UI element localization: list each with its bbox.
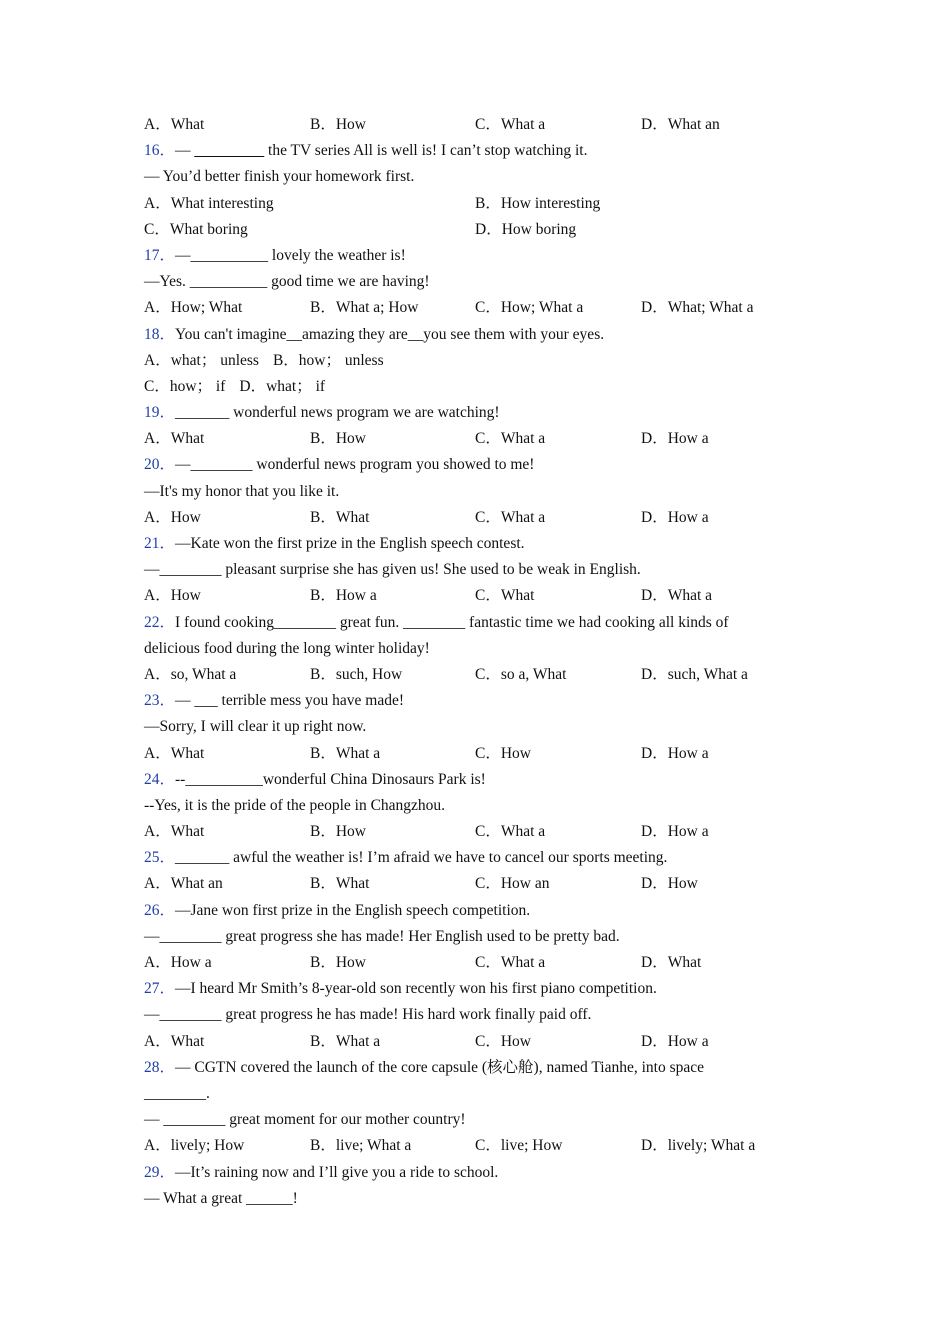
option-c: C．live; How — [475, 1137, 563, 1155]
question-line: —________ pleasant surprise she has given us! She used to be weak in English. — [144, 561, 641, 579]
option-a: A．What — [144, 1032, 205, 1050]
question-stem — [144, 322, 794, 348]
question-stem — [144, 400, 794, 426]
question-number: 25． — [144, 849, 176, 867]
option-b: B．How — [310, 954, 366, 971]
option-b: B．such, How — [310, 665, 403, 683]
options-row — [144, 950, 794, 976]
question-line: --Yes, it is the pride of the people in Changzhou. — [144, 796, 446, 814]
option-d: D．How a — [641, 430, 709, 448]
question-stem — [144, 452, 794, 478]
option-a: A．What — [144, 116, 205, 133]
question-number: 16． — [144, 142, 176, 160]
question-stem — [144, 845, 794, 871]
option-a: A．What — [144, 430, 205, 448]
question-number: 19． — [144, 404, 176, 422]
question-block — [144, 531, 794, 610]
question-stem — [144, 767, 794, 793]
options-row — [144, 662, 794, 688]
question-line: —It's my honor that you like it. — [144, 482, 340, 500]
question-text: _______ awful the weather is! I’m afraid we have to cancel our sports meeting. — [175, 849, 668, 867]
option-c: C．What — [475, 587, 535, 605]
question-stem — [144, 1160, 794, 1186]
question-block — [144, 688, 794, 767]
option-a: A．How; What — [144, 299, 243, 317]
option-a: A．What an — [144, 875, 223, 893]
question-text: —It’s raining now and I’ll give you a ride to school. — [175, 1163, 499, 1181]
option-b: B．live; What a — [310, 1137, 412, 1155]
options-row — [144, 191, 794, 217]
option-a: A．How — [144, 508, 201, 526]
option-c: C．How — [475, 1032, 531, 1050]
question-stem — [144, 610, 794, 636]
option-b: B．What a; How — [310, 299, 419, 317]
option-c: C．What a — [475, 508, 546, 526]
option-c: C．how； if — [144, 377, 226, 395]
option-d: D．What — [641, 954, 702, 971]
question-text: — _________ the TV series All is well is! I can’t stop watching it. — [175, 142, 588, 160]
option-d: D．lively; What a — [641, 1137, 756, 1155]
question-number: 22． — [144, 613, 176, 631]
option-d: D．such, What a — [641, 665, 748, 683]
question-stem — [144, 688, 794, 714]
question-number: 23． — [144, 692, 176, 710]
question-list — [144, 138, 794, 1212]
question-stem — [144, 1055, 794, 1081]
question-line: —Yes. __________ good time we are having! — [144, 273, 430, 291]
question-line: —________ great progress he has made! His hard work finally paid off. — [144, 1006, 592, 1024]
option-b: B．What a — [310, 744, 381, 762]
option-c: C．What a — [475, 823, 546, 841]
options-row — [144, 374, 794, 400]
question-stem — [144, 531, 794, 557]
option-a: A．what； unless — [144, 351, 259, 369]
question-stem — [144, 976, 794, 1002]
option-a: A．How a — [144, 954, 212, 971]
option-a: A．What — [144, 823, 205, 841]
option-d: D．How a — [641, 744, 709, 762]
question-text: --__________wonderful China Dinosaurs Park is! — [175, 770, 486, 788]
option-c: C．What boring — [144, 220, 248, 238]
question-text: —Jane won first prize in the English speech competition. — [175, 901, 531, 919]
question-number: 18． — [144, 325, 176, 343]
option-d: D．How — [641, 875, 698, 893]
option-c: C．so a, What — [475, 665, 567, 683]
question-stem — [144, 138, 794, 164]
option-d: D．How a — [641, 1032, 709, 1050]
document-page — [144, 112, 794, 1212]
question-stem — [144, 243, 794, 269]
question-block — [144, 322, 794, 401]
question-text: — ___ terrible mess you have made! — [175, 692, 405, 710]
option-c: C．How; What a — [475, 299, 584, 317]
question-line: ________. — [144, 1084, 210, 1102]
option-d: D．What; What a — [641, 299, 754, 317]
option-b: B．How — [310, 116, 366, 133]
question-block — [144, 610, 794, 689]
option-a: A．so, What a — [144, 665, 237, 683]
question-text: —Kate won the first prize in the English speech contest. — [175, 535, 525, 552]
question-line: — You’d better finish your homework first. — [144, 168, 415, 186]
question-text: _______ wonderful news program we are watching! — [175, 404, 500, 422]
options-row — [144, 426, 794, 452]
question-number: 27． — [144, 980, 176, 998]
question-block — [144, 243, 794, 322]
option-b: B．What a — [310, 1032, 381, 1050]
question-number: 17． — [144, 246, 176, 264]
options-row — [144, 1133, 794, 1159]
question-line: — ________ great moment for our mother country! — [144, 1111, 466, 1129]
question-text: —I heard Mr Smith’s 8-year-old son recently won his first piano competition. — [175, 980, 657, 998]
options-row — [144, 295, 794, 321]
option-a: A．What interesting — [144, 194, 274, 212]
question-number: 20． — [144, 456, 176, 474]
options-row — [144, 1029, 794, 1055]
question-number: 29． — [144, 1163, 176, 1181]
options-row — [144, 217, 794, 243]
question-block — [144, 1160, 794, 1212]
options-row — [144, 819, 794, 845]
option-a: A．lively; How — [144, 1137, 245, 1155]
option-b: B．How interesting — [475, 194, 601, 212]
options-row — [144, 505, 794, 531]
option-b: B．What — [310, 875, 370, 893]
options-row — [144, 871, 794, 897]
question-line: delicious food during the long winter holiday! — [144, 639, 430, 657]
option-b: B．What — [310, 508, 370, 526]
question-block — [144, 400, 794, 452]
question-number: 24． — [144, 770, 176, 788]
option-b: B．how； unless — [272, 351, 384, 369]
option-c: C．How — [475, 744, 531, 762]
question-text: —__________ lovely the weather is! — [175, 246, 406, 264]
option-d: D．what； if — [239, 377, 326, 395]
question-line: — What a great ______! — [144, 1189, 298, 1207]
option-b: B．How — [310, 430, 366, 448]
option-c: C．What a — [475, 116, 546, 133]
options-row — [144, 741, 794, 767]
option-d: D．How boring — [475, 220, 577, 238]
question-text: —________ wonderful news program you showed to me! — [175, 456, 535, 474]
question-block — [144, 452, 794, 531]
question-block — [144, 898, 794, 977]
question-stem — [144, 898, 794, 924]
question-block — [144, 1055, 794, 1160]
option-b: B．How — [310, 823, 366, 841]
question-number: 26． — [144, 901, 176, 919]
question-line: —________ great progress she has made! Her English used to be pretty bad. — [144, 927, 620, 945]
options-row — [144, 348, 794, 374]
option-c: C．What a — [475, 430, 546, 448]
option-a: A．What — [144, 744, 205, 762]
option-d: D．How a — [641, 508, 709, 526]
question-block — [144, 845, 794, 897]
question-number: 28． — [144, 1058, 176, 1076]
option-d: D．What a — [641, 587, 713, 605]
option-d: D．How a — [641, 823, 709, 841]
option-a: A．How — [144, 587, 201, 605]
question-text: I found cooking________ great fun. ________ fantastic time we had cooking all kinds of — [175, 613, 729, 631]
question-block — [144, 767, 794, 846]
option-b: B．How a — [310, 587, 377, 605]
question-number: 21． — [144, 535, 176, 552]
question-text: You can't imagine__amazing they are__you see them with your eyes. — [175, 325, 605, 343]
question-block — [144, 138, 794, 243]
option-c: C．How an — [475, 875, 550, 893]
options-row — [144, 112, 794, 138]
option-c: C．What a — [475, 954, 546, 971]
options-row — [144, 583, 794, 609]
question-text: — CGTN covered the launch of the core capsule (核心舱), named Tianhe, into space — [175, 1058, 705, 1076]
question-block — [144, 976, 794, 1055]
option-d: D．What an — [641, 116, 720, 133]
question-line: —Sorry, I will clear it up right now. — [144, 718, 367, 736]
